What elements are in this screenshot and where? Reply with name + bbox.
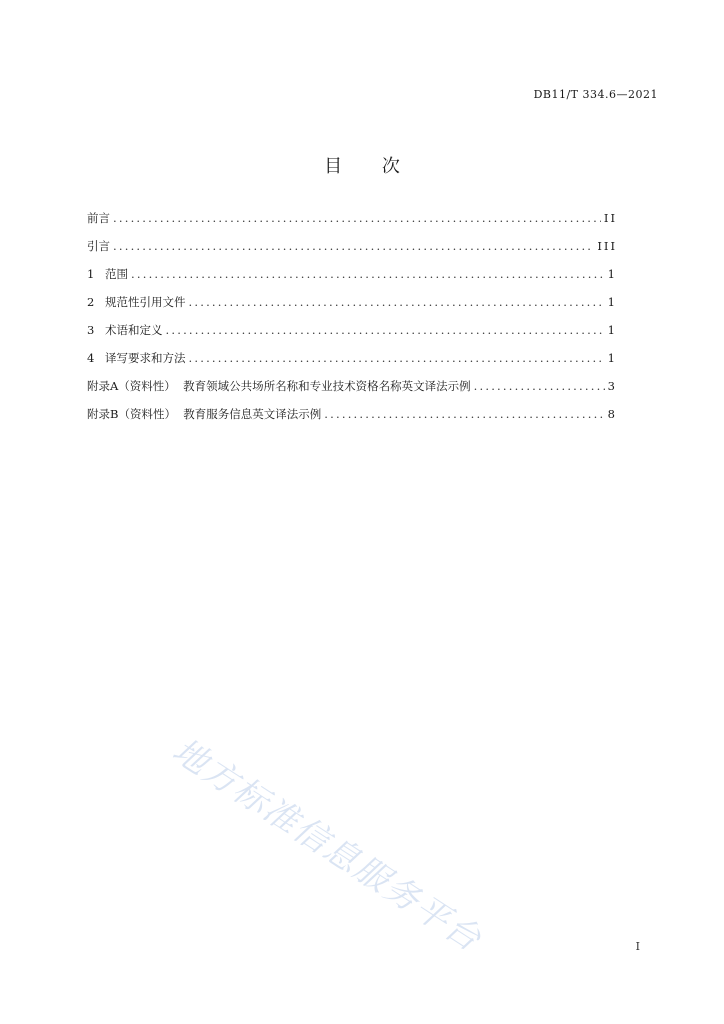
table-of-contents	[87, 210, 617, 434]
toc-entry-page: III	[597, 239, 617, 253]
toc-entry-page: 1	[607, 295, 617, 309]
toc-entry-number: 1	[87, 267, 95, 281]
toc-entry-label: 4 译写要求和方法	[87, 351, 186, 365]
toc-leader-dots	[189, 351, 605, 365]
toc-entry-page: 1	[607, 323, 617, 337]
toc-entry-label: 2 规范性引用文件	[87, 295, 186, 309]
toc-leader-dots	[166, 323, 605, 337]
toc-leader-dots	[131, 267, 605, 281]
toc-leader-dots	[324, 407, 604, 421]
toc-entry-label: 1 范围	[87, 267, 128, 281]
watermark: 地方标准信息服务平台	[165, 730, 489, 961]
toc-entry-label: 3 术语和定义	[87, 323, 163, 337]
toc-leader-dots	[189, 295, 605, 309]
toc-entry-scope[interactable]	[87, 266, 617, 294]
document-code: DB11/T 334.6—2021	[533, 88, 658, 101]
toc-entry-page: 8	[607, 407, 617, 421]
toc-leader-dots	[113, 211, 601, 225]
toc-title: 目 次	[324, 156, 400, 177]
toc-entry-normative-references[interactable]	[87, 294, 617, 322]
toc-leader-dots	[474, 379, 605, 393]
toc-entry-label: 附录A（资料性） 教育领域公共场所名称和专业技术资格名称英文译法示例	[87, 379, 471, 393]
toc-entry-page: II	[603, 211, 617, 225]
toc-entry-appendix-a[interactable]	[87, 378, 617, 406]
toc-entry-label: 前言	[87, 211, 110, 225]
page-number: I	[635, 940, 640, 953]
toc-entry-appendix-b[interactable]	[87, 406, 617, 434]
toc-entry-number: 3	[87, 323, 95, 337]
toc-entry-foreword[interactable]	[87, 210, 617, 238]
toc-entry-label: 附录B（资料性） 教育服务信息英文译法示例	[87, 407, 322, 421]
toc-entry-page: 3	[607, 379, 617, 393]
toc-entry-label: 引言	[87, 239, 110, 253]
toc-entry-introduction[interactable]	[87, 238, 617, 266]
toc-entry-terms-definitions[interactable]	[87, 322, 617, 350]
toc-entry-translation-requirements[interactable]	[87, 350, 617, 378]
toc-leader-dots	[113, 239, 594, 253]
toc-entry-page: 1	[607, 351, 617, 365]
toc-entry-number: 2	[87, 295, 95, 309]
toc-entry-number: 4	[87, 351, 95, 365]
toc-entry-page: 1	[607, 267, 617, 281]
